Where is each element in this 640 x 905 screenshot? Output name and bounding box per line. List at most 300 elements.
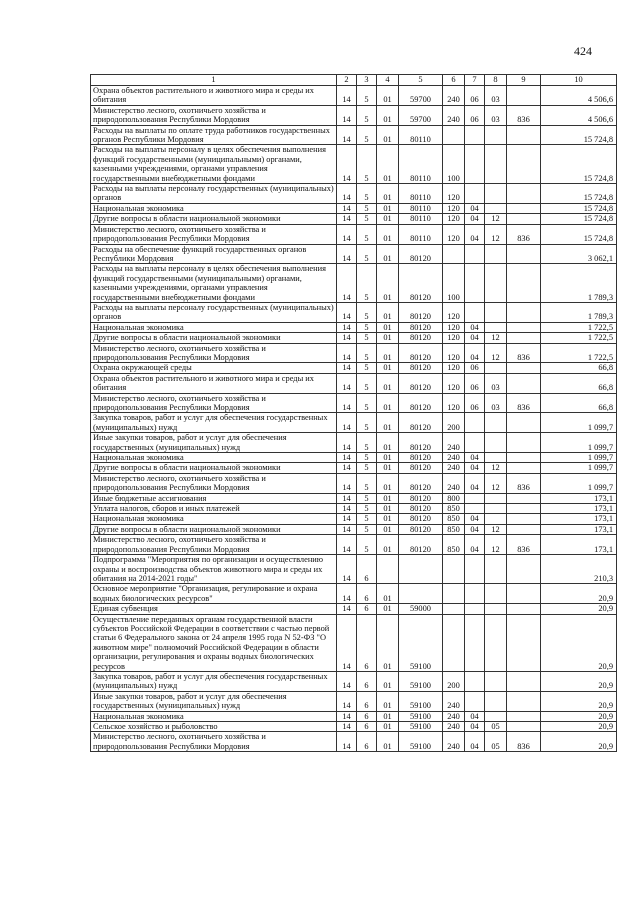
code-cell: 14 <box>337 584 357 604</box>
amount-cell: 15 724,8 <box>541 125 617 145</box>
code-cell: 01 <box>377 584 399 604</box>
code-cell <box>485 453 507 463</box>
amount-cell: 173,1 <box>541 504 617 514</box>
amount-cell: 1 722,5 <box>541 322 617 332</box>
amount-cell: 66,8 <box>541 373 617 393</box>
code-cell <box>485 584 507 604</box>
code-cell: 03 <box>485 86 507 106</box>
code-cell: 240 <box>443 105 465 125</box>
code-cell: 14 <box>337 413 357 433</box>
code-cell: 80120 <box>399 333 443 343</box>
code-cell: 80120 <box>399 373 443 393</box>
code-cell <box>485 493 507 503</box>
code-cell: 59100 <box>399 671 443 691</box>
code-cell: 5 <box>357 302 377 322</box>
code-cell: 14 <box>337 363 357 373</box>
row-name-cell: Уплата налогов, сборов и иных платежей <box>91 504 337 514</box>
code-cell: 240 <box>443 453 465 463</box>
code-cell: 12 <box>485 214 507 224</box>
code-cell <box>443 125 465 145</box>
code-cell <box>507 86 541 106</box>
code-cell: 01 <box>377 264 399 303</box>
table-row <box>91 224 617 244</box>
table-row <box>91 373 617 393</box>
code-cell: 12 <box>485 333 507 343</box>
code-cell <box>485 145 507 184</box>
row-name-cell: Министерство лесного, охотничьего хозяйства и природопользования Республики Мордовия <box>91 535 337 555</box>
amount-cell: 1 099,7 <box>541 463 617 473</box>
code-cell: 80110 <box>399 145 443 184</box>
code-cell: 12 <box>485 524 507 534</box>
code-cell <box>507 671 541 691</box>
code-cell: 5 <box>357 473 377 493</box>
code-cell: 04 <box>465 333 485 343</box>
code-cell: 6 <box>357 711 377 721</box>
code-cell <box>507 363 541 373</box>
code-cell <box>465 604 485 614</box>
code-cell: 80120 <box>399 264 443 303</box>
code-cell: 14 <box>337 105 357 125</box>
code-cell: 80120 <box>399 343 443 363</box>
row-name-cell: Министерство лесного, охотничьего хозяйства и природопользования Республики Мордовия <box>91 224 337 244</box>
row-name-cell: Закупка товаров, работ и услуг для обеспечения государственных (муниципальных) нужд <box>91 671 337 691</box>
code-cell: 5 <box>357 373 377 393</box>
code-cell: 01 <box>377 504 399 514</box>
code-cell: 03 <box>485 393 507 413</box>
code-cell: 04 <box>465 732 485 752</box>
row-name-cell: Расходы на выплаты по оплате труда работников государственных органов Республики Мордовия <box>91 125 337 145</box>
code-cell <box>485 614 507 671</box>
code-cell <box>465 413 485 433</box>
table-row <box>91 433 617 453</box>
code-cell: 5 <box>357 343 377 363</box>
code-cell <box>485 671 507 691</box>
code-cell <box>485 504 507 514</box>
code-cell: 240 <box>443 433 465 453</box>
code-cell <box>507 604 541 614</box>
header-cell: 7 <box>465 75 485 86</box>
table-row <box>91 105 617 125</box>
code-cell: 836 <box>507 535 541 555</box>
code-cell: 04 <box>465 214 485 224</box>
code-cell <box>443 604 465 614</box>
table-row <box>91 393 617 413</box>
code-cell: 5 <box>357 224 377 244</box>
code-cell <box>465 493 485 503</box>
code-cell: 120 <box>443 363 465 373</box>
code-cell: 01 <box>377 493 399 503</box>
code-cell: 01 <box>377 322 399 332</box>
code-cell: 04 <box>465 711 485 721</box>
code-cell: 01 <box>377 224 399 244</box>
table-row <box>91 244 617 264</box>
amount-cell: 173,1 <box>541 493 617 503</box>
code-cell <box>485 514 507 524</box>
code-cell: 04 <box>465 343 485 363</box>
row-name-cell: Национальная экономика <box>91 514 337 524</box>
code-cell: 14 <box>337 125 357 145</box>
amount-cell: 66,8 <box>541 393 617 413</box>
code-cell <box>377 555 399 584</box>
code-cell <box>485 125 507 145</box>
code-cell <box>465 584 485 604</box>
code-cell: 80120 <box>399 463 443 473</box>
row-name-cell: Другие вопросы в области национальной экономики <box>91 214 337 224</box>
code-cell: 04 <box>465 535 485 555</box>
code-cell <box>507 125 541 145</box>
code-cell <box>465 671 485 691</box>
code-cell: 5 <box>357 145 377 184</box>
code-cell: 850 <box>443 535 465 555</box>
table-row <box>91 214 617 224</box>
code-cell: 240 <box>443 473 465 493</box>
code-cell <box>507 302 541 322</box>
code-cell <box>465 264 485 303</box>
code-cell: 14 <box>337 343 357 363</box>
code-cell: 80110 <box>399 203 443 213</box>
code-cell: 80110 <box>399 125 443 145</box>
code-cell: 836 <box>507 224 541 244</box>
table-row <box>91 203 617 213</box>
table-row <box>91 184 617 204</box>
amount-cell: 4 506,6 <box>541 86 617 106</box>
row-name-cell: Расходы на обеспечение функций государственных органов Республики Мордовия <box>91 244 337 264</box>
table-row <box>91 333 617 343</box>
code-cell: 01 <box>377 463 399 473</box>
code-cell: 14 <box>337 203 357 213</box>
code-cell: 01 <box>377 363 399 373</box>
code-cell <box>465 145 485 184</box>
amount-cell: 20,9 <box>541 722 617 732</box>
table-row <box>91 86 617 106</box>
code-cell: 6 <box>357 691 377 711</box>
table-row <box>91 671 617 691</box>
code-cell <box>485 604 507 614</box>
header-cell: 4 <box>377 75 399 86</box>
table-row <box>91 125 617 145</box>
code-cell <box>465 555 485 584</box>
code-cell: 120 <box>443 302 465 322</box>
code-cell: 14 <box>337 393 357 413</box>
amount-cell: 1 099,7 <box>541 453 617 463</box>
row-name-cell: Иные бюджетные ассигнования <box>91 493 337 503</box>
table-row <box>91 453 617 463</box>
code-cell: 5 <box>357 493 377 503</box>
code-cell: 6 <box>357 671 377 691</box>
code-cell <box>507 333 541 343</box>
code-cell <box>507 711 541 721</box>
code-cell <box>399 555 443 584</box>
code-cell: 5 <box>357 504 377 514</box>
row-name-cell: Национальная экономика <box>91 203 337 213</box>
code-cell: 59100 <box>399 711 443 721</box>
code-cell: 04 <box>465 722 485 732</box>
code-cell: 80110 <box>399 184 443 204</box>
table-row <box>91 302 617 322</box>
code-cell: 5 <box>357 363 377 373</box>
code-cell: 01 <box>377 671 399 691</box>
code-cell: 59100 <box>399 614 443 671</box>
table-row <box>91 514 617 524</box>
code-cell: 800 <box>443 493 465 503</box>
code-cell: 14 <box>337 504 357 514</box>
table-row <box>91 504 617 514</box>
code-cell: 14 <box>337 453 357 463</box>
code-cell <box>507 514 541 524</box>
code-cell: 120 <box>443 343 465 363</box>
code-cell: 59000 <box>399 604 443 614</box>
amount-cell: 20,9 <box>541 604 617 614</box>
code-cell: 04 <box>465 453 485 463</box>
code-cell: 100 <box>443 264 465 303</box>
code-cell <box>507 614 541 671</box>
code-cell <box>507 524 541 534</box>
code-cell <box>465 691 485 711</box>
code-cell: 5 <box>357 524 377 534</box>
code-cell <box>465 433 485 453</box>
code-cell: 5 <box>357 393 377 413</box>
code-cell: 5 <box>357 203 377 213</box>
code-cell: 01 <box>377 722 399 732</box>
code-cell: 14 <box>337 224 357 244</box>
row-name-cell: Единая субвенция <box>91 604 337 614</box>
code-cell <box>507 463 541 473</box>
code-cell: 80120 <box>399 322 443 332</box>
row-name-cell: Подпрограмма "Мероприятия по организации и осуществлению охраны и воспроизводства объектов животного мира и среды их обитания на 2014-2021 годы" <box>91 555 337 584</box>
code-cell: 01 <box>377 514 399 524</box>
code-cell: 12 <box>485 343 507 363</box>
code-cell: 14 <box>337 302 357 322</box>
code-cell: 240 <box>443 722 465 732</box>
code-cell: 14 <box>337 711 357 721</box>
code-cell: 14 <box>337 722 357 732</box>
amount-cell: 173,1 <box>541 524 617 534</box>
code-cell: 03 <box>485 105 507 125</box>
table-row <box>91 145 617 184</box>
table-row <box>91 722 617 732</box>
code-cell: 5 <box>357 514 377 524</box>
code-cell: 5 <box>357 244 377 264</box>
code-cell: 120 <box>443 224 465 244</box>
amount-cell: 173,1 <box>541 535 617 555</box>
code-cell <box>485 322 507 332</box>
code-cell: 240 <box>443 463 465 473</box>
code-cell: 14 <box>337 691 357 711</box>
code-cell: 01 <box>377 184 399 204</box>
row-name-cell: Расходы на выплаты персоналу в целях обеспечения выполнения функций государственными (муниципальными) органами, казенными учреждениями, органами управления государственными внебюджетными фондами <box>91 264 337 303</box>
code-cell: 836 <box>507 343 541 363</box>
amount-cell: 1 099,7 <box>541 473 617 493</box>
code-cell: 240 <box>443 711 465 721</box>
code-cell: 06 <box>465 363 485 373</box>
code-cell: 6 <box>357 584 377 604</box>
table-row <box>91 264 617 303</box>
code-cell <box>507 453 541 463</box>
code-cell <box>485 413 507 433</box>
code-cell: 5 <box>357 453 377 463</box>
code-cell: 5 <box>357 433 377 453</box>
code-cell: 01 <box>377 604 399 614</box>
code-cell <box>485 363 507 373</box>
code-cell: 836 <box>507 105 541 125</box>
code-cell: 01 <box>377 524 399 534</box>
row-name-cell: Другие вопросы в области национальной экономики <box>91 333 337 343</box>
code-cell: 01 <box>377 691 399 711</box>
code-cell: 04 <box>465 524 485 534</box>
row-name-cell: Закупка товаров, работ и услуг для обеспечения государственных (муниципальных) нужд <box>91 413 337 433</box>
code-cell: 200 <box>443 671 465 691</box>
code-cell: 5 <box>357 86 377 106</box>
code-cell: 14 <box>337 514 357 524</box>
amount-cell: 15 724,8 <box>541 184 617 204</box>
code-cell: 01 <box>377 333 399 343</box>
code-cell: 5 <box>357 125 377 145</box>
code-cell: 200 <box>443 413 465 433</box>
code-cell <box>507 214 541 224</box>
code-cell: 80120 <box>399 453 443 463</box>
row-name-cell: Иные закупки товаров, работ и услуг для обеспечения государственных (муниципальных) нужд <box>91 691 337 711</box>
code-cell: 14 <box>337 614 357 671</box>
code-cell: 80120 <box>399 302 443 322</box>
amount-cell: 1 099,7 <box>541 433 617 453</box>
amount-cell: 1 722,5 <box>541 333 617 343</box>
code-cell: 836 <box>507 732 541 752</box>
row-name-cell: Министерство лесного, охотничьего хозяйства и природопользования Республики Мордовия <box>91 732 337 752</box>
code-cell <box>485 433 507 453</box>
table-row <box>91 493 617 503</box>
table-row <box>91 463 617 473</box>
row-name-cell: Министерство лесного, охотничьего хозяйства и природопользования Республики Мордовия <box>91 473 337 493</box>
header-cell: 5 <box>399 75 443 86</box>
row-name-cell: Иные закупки товаров, работ и услуг для обеспечения государственных (муниципальных) нужд <box>91 433 337 453</box>
code-cell: 120 <box>443 214 465 224</box>
code-cell: 01 <box>377 393 399 413</box>
row-name-cell: Национальная экономика <box>91 711 337 721</box>
code-cell: 01 <box>377 244 399 264</box>
code-cell: 240 <box>443 86 465 106</box>
code-cell: 01 <box>377 711 399 721</box>
row-name-cell: Охрана окружающей среды <box>91 363 337 373</box>
table-row <box>91 604 617 614</box>
amount-cell: 1 789,3 <box>541 302 617 322</box>
code-cell: 14 <box>337 86 357 106</box>
header-cell: 1 <box>91 75 337 86</box>
code-cell <box>507 264 541 303</box>
code-cell: 14 <box>337 264 357 303</box>
table-row <box>91 322 617 332</box>
code-cell: 01 <box>377 614 399 671</box>
code-cell: 01 <box>377 203 399 213</box>
table-row <box>91 732 617 752</box>
code-cell <box>485 302 507 322</box>
code-cell: 80120 <box>399 493 443 503</box>
header-cell: 8 <box>485 75 507 86</box>
code-cell <box>399 584 443 604</box>
code-cell: 04 <box>465 322 485 332</box>
code-cell: 14 <box>337 322 357 332</box>
code-cell: 80120 <box>399 473 443 493</box>
row-name-cell: Осуществление переданных органам государственной власти субъектов Российской Федерации в соответствии с частью первой статьи 6 Федерального закона от 24 апреля 1995 года N 52-ФЗ "О животном мире" полномочий Российской Федерации в области организации, регулирования и охраны водных биологических ресурсов <box>91 614 337 671</box>
code-cell: 5 <box>357 184 377 204</box>
code-cell <box>485 184 507 204</box>
code-cell <box>465 125 485 145</box>
code-cell: 5 <box>357 413 377 433</box>
code-cell: 01 <box>377 413 399 433</box>
code-cell: 80120 <box>399 433 443 453</box>
code-cell: 14 <box>337 732 357 752</box>
code-cell: 120 <box>443 333 465 343</box>
code-cell: 14 <box>337 184 357 204</box>
code-cell <box>507 203 541 213</box>
code-cell: 04 <box>465 473 485 493</box>
code-cell <box>507 555 541 584</box>
code-cell: 01 <box>377 373 399 393</box>
amount-cell: 4 506,6 <box>541 105 617 125</box>
code-cell: 01 <box>377 214 399 224</box>
code-cell: 120 <box>443 184 465 204</box>
code-cell: 12 <box>485 463 507 473</box>
row-name-cell: Другие вопросы в области национальной экономики <box>91 463 337 473</box>
code-cell: 120 <box>443 373 465 393</box>
code-cell: 01 <box>377 105 399 125</box>
code-cell: 80120 <box>399 363 443 373</box>
code-cell: 80120 <box>399 393 443 413</box>
row-name-cell: Министерство лесного, охотничьего хозяйства и природопользования Республики Мордовия <box>91 105 337 125</box>
amount-cell: 20,9 <box>541 614 617 671</box>
code-cell: 5 <box>357 105 377 125</box>
code-cell: 01 <box>377 125 399 145</box>
header-cell: 6 <box>443 75 465 86</box>
amount-cell: 66,8 <box>541 363 617 373</box>
row-name-cell: Министерство лесного, охотничьего хозяйства и природопользования Республики Мордовия <box>91 343 337 363</box>
table-row <box>91 555 617 584</box>
code-cell: 14 <box>337 433 357 453</box>
amount-cell: 210,3 <box>541 555 617 584</box>
code-cell: 04 <box>465 514 485 524</box>
code-cell <box>485 691 507 711</box>
amount-cell: 3 062,1 <box>541 244 617 264</box>
code-cell: 59700 <box>399 86 443 106</box>
code-cell: 80120 <box>399 535 443 555</box>
code-cell <box>465 504 485 514</box>
code-cell: 120 <box>443 393 465 413</box>
code-cell <box>507 433 541 453</box>
code-cell: 14 <box>337 493 357 503</box>
code-cell: 01 <box>377 535 399 555</box>
row-name-cell: Национальная экономика <box>91 322 337 332</box>
code-cell <box>485 264 507 303</box>
code-cell: 100 <box>443 145 465 184</box>
amount-cell: 20,9 <box>541 691 617 711</box>
code-cell: 14 <box>337 473 357 493</box>
code-cell: 120 <box>443 203 465 213</box>
row-name-cell: Расходы на выплаты персоналу государственных (муниципальных) органов <box>91 302 337 322</box>
code-cell: 5 <box>357 264 377 303</box>
code-cell: 80120 <box>399 504 443 514</box>
code-cell: 05 <box>485 722 507 732</box>
code-cell <box>485 244 507 264</box>
amount-cell: 15 724,8 <box>541 203 617 213</box>
row-name-cell: Основное мероприятие "Организация, регулирование и охрана водных биологических ресурсов" <box>91 584 337 604</box>
code-cell: 850 <box>443 504 465 514</box>
code-cell: 850 <box>443 524 465 534</box>
code-cell: 06 <box>465 105 485 125</box>
code-cell: 06 <box>465 373 485 393</box>
table-row <box>91 413 617 433</box>
code-cell <box>507 504 541 514</box>
code-cell: 59700 <box>399 105 443 125</box>
code-cell: 836 <box>507 393 541 413</box>
